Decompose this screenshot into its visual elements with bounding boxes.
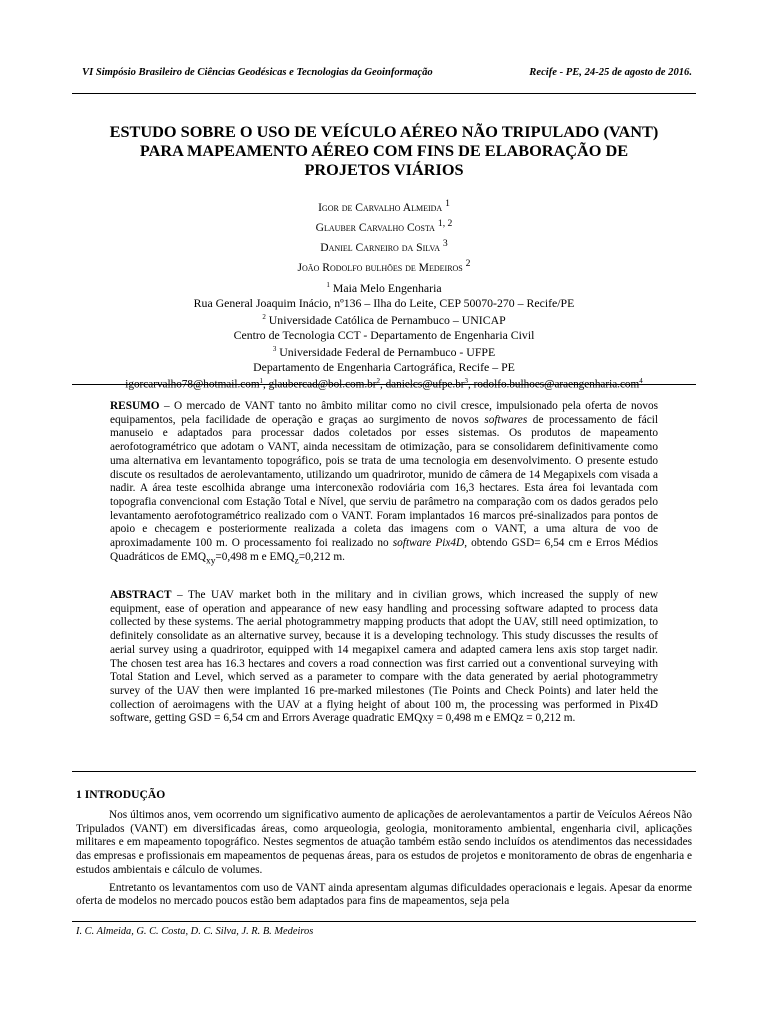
email-mark: 2	[376, 377, 380, 386]
author-line	[72, 216, 696, 236]
paragraph: Entretanto os levantamentos com uso de VANT ainda apresentam algumas dificuldades operacionais e legais. Apesar da enorme oferta de modelos no mercado poucos estão bem adaptados para fins de mapeamentos, seja pela	[76, 881, 692, 908]
affiliation-name: Maia Melo Engenharia	[332, 280, 442, 295]
footer-rule	[72, 921, 696, 922]
abstract-label: ABSTRACT	[110, 589, 172, 601]
affiliation-department: Centro de Tecnologia CCT - Departamento de Engenharia Civil	[233, 327, 535, 342]
affiliation-address: Rua General Joaquim Inácio, nº136 – Ilha do Leite, CEP 50070-270 – Recife/PE	[193, 295, 575, 310]
subscript: z	[294, 555, 299, 566]
paper-title	[72, 122, 696, 179]
resumo-italic: software Pix4D	[392, 537, 465, 550]
author-line	[72, 256, 696, 276]
affiliation-mark: 2	[262, 313, 266, 322]
affiliation-mark: 1	[326, 281, 330, 289]
author-affiliation-mark: 3	[442, 237, 448, 249]
affiliation-line	[60, 310, 708, 328]
email[interactable]: danielcs@ufpe.br	[385, 379, 465, 392]
email[interactable]: glaubercad@bol.com.br	[268, 379, 377, 392]
author-line	[72, 196, 696, 216]
conference-name: VI Simpósio Brasileiro de Ciências Geodésicas e Tecnologias da Geoinformação	[82, 67, 433, 78]
affiliation-line	[60, 278, 708, 296]
section-heading: 1 INTRODUÇÃO	[76, 788, 166, 801]
author-affiliation-mark: 1, 2	[437, 217, 453, 229]
email[interactable]: igorcarvalho78@hotmail.com	[125, 379, 260, 392]
resumo-text: =0,498 m e EMQ	[215, 550, 295, 563]
email-list: igorcarvalho78@hotmail.com$^1$, $glaubercad@bol.com.br^2$, $danielcs@ufpe.br^3$, rodolfo.bulhoes@araengenharia.com$^4$	[125, 377, 643, 392]
header-rule	[72, 93, 696, 94]
paragraph: Nos últimos anos, vem ocorrendo um significativo aumento de aplicações de aerolevantamentos a partir de Veículos Aéreos Não Tripulados (VANT) em diversificadas áreas, como arqueologia, geologia, monitoramento ambiental, engenharia civil, aplicações militares e em mapeamento topográfico. Nestes segmentos de atuação também estão sendo incluídos os atendimentos das necessidades das empresas e profissionais em mapeamentos de pequenas áreas, para os estudos de projetos e monitoramento de obras de engenharia e estudos ambientais e cálculo de volumes.	[76, 809, 692, 876]
running-header	[76, 67, 692, 83]
affiliation-line	[60, 342, 708, 360]
author-name: João Rodolfo bulhões de Medeiros	[297, 260, 463, 274]
author-name: Glauber Carvalho Costa	[315, 220, 435, 234]
subscript: xy	[206, 555, 216, 566]
abstract-text: – The UAV market both in the military and in civilian grows, which increased the supply of new equipment, ease of operation and appearance of new easy handling and processing software adapted to process data collected by these systems. The aerial photogrammetry mapping products that adopt the UAV, still need optimization, to definitely consolidate as an alternative survey, because it is a developing technology. This study discusses the results of aerial survey using a quadrirotor, equipped with 14 megapixel camera and adapted camera lens axis stop target nadir. The chosen test area has 16.3 hectares and covers a road connection was first carried out a conventional surveying with Total Station and Level, which served as a parameter to compare with the data generated by aerial photogrammetry survey of the UAV then were implanted 16 pre-marked milestones (Tie Points and Check Points) and later held the collection of aeroimagens with the UAV at a flying height of about 100 m, the processing was performed in Pix4D software, getting GSD = 6,54 cm and Errors Average quadratic EMQxy = 0,498 m e EMQz = 0,212 m.	[110, 589, 658, 725]
resumo-text: , obtendo GSD= 6,54 cm e Erros Médios Quadráticos de EMQ	[110, 537, 659, 563]
resumo-label: RESUMO	[110, 400, 160, 412]
affiliation-department: Departamento de Engenharia Cartográfica, Recife – PE	[253, 359, 515, 374]
abstract-paragraph	[110, 589, 658, 726]
resumo-italic: softwares	[484, 413, 528, 426]
affiliation-mark: 3	[272, 345, 277, 354]
title-line: PROJETOS VIÁRIOS	[304, 160, 464, 179]
affiliation-name: Universidade Católica de Pernambuco – UNICAP	[268, 313, 506, 328]
resumo-text: de processamento de fácil manuseio e adaptados para processar dados coletados por esses sistemas. Os produtos de mapeamento aerofotogramétrico que adotam o VANT, ainda necessitam de otimização, para se consolidarem definitivamente como uma alternativa em levantamento topográfico, pois se trata de uma tecnologia em desenvolvimento. O presente estudo discute os resultados de aerolevantamento, utilizando um quadrirotor, munido de câmera de 14 Megapixels com visada a nadir. A área teste escolhida abrange uma interconexão rodoviária com 16,3 hectares. Esta área foi levantada com topografia convencional com Estação Total e Nível, que serviu de parâmetro na comparação com os dados gerados pelo levantamento aerofotogramétrico realizado com o VANT. Foram implantados 16 marcos pré-sinalizados para pontos de apoio e checagem e posteriormente realizada a coleta das imagens com o VANT, a uma altura de voo de aproximadamente 100 m. O processamento foi realizado no	[110, 413, 659, 550]
author-list	[72, 196, 696, 275]
author-name: Igor de Carvalho Almeida	[318, 200, 443, 214]
email-mark: 4	[639, 377, 643, 386]
email-mark: 3	[464, 377, 469, 386]
resumo-paragraph	[110, 400, 658, 569]
title-line: PARA MAPEAMENTO AÉREO COM FINS DE ELABORAÇÃO DE	[139, 141, 629, 160]
resumo-text: =0,212 m.	[298, 550, 345, 563]
author-name: Daniel Carneiro da Silva	[320, 240, 440, 254]
affiliation-name: Universidade Federal de Pernambuco - UFPE	[279, 345, 496, 360]
introduction-body	[76, 809, 692, 909]
email-mark: 1	[259, 377, 264, 386]
author-affiliation-mark: 2	[465, 257, 471, 269]
email[interactable]: rodolfo.bulhoes@araengenharia.com	[473, 379, 640, 392]
author-affiliation-mark: 1	[445, 198, 450, 209]
footer-authors: I. C. Almeida, G. C. Costa, D. C. Silva, J. R. B. Medeiros	[76, 926, 314, 937]
abstract-bottom-rule	[72, 771, 696, 772]
author-line	[72, 236, 696, 256]
conference-location-date: Recife - PE, 24-25 de agosto de 2016.	[529, 67, 692, 78]
abstract-top-rule	[72, 384, 696, 385]
title-line: ESTUDO SOBRE O USO DE VEÍCULO AÉREO NÃO TRIPULADO (VANT)	[109, 122, 659, 141]
resumo-text: – O mercado de VANT tanto no âmbito militar como no civil cresce, impulsionado pela oferta de novos equipamentos, pela facilidade de operação e graças ao surgimento de novos	[110, 400, 658, 426]
affiliations	[60, 278, 708, 393]
